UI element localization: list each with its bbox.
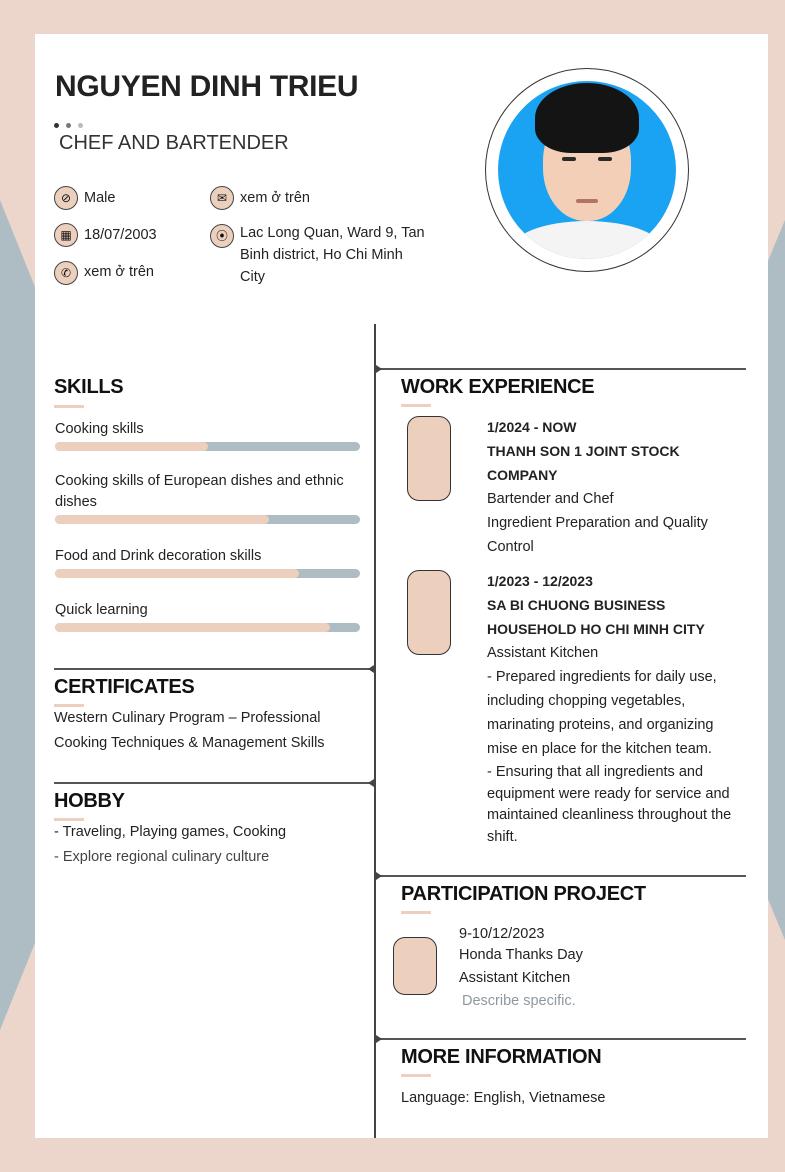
hobby-line: - Traveling, Playing games, Cooking: [54, 824, 287, 840]
job-company: SA BI CHUONG BUSINESS HOUSEHOLD HO CHI MINH CITY: [487, 597, 705, 637]
certificates-title: CERTIFICATES: [54, 676, 195, 698]
birthday-value: 18/07/2003: [84, 227, 157, 243]
candidate-name: NGUYEN DINH TRIEU: [55, 70, 359, 103]
job-position: Assistant Kitchen: [487, 645, 599, 661]
divider-arrow: [376, 1035, 382, 1043]
divider-arrow: [368, 665, 374, 673]
phone-icon: ✆: [54, 261, 78, 285]
cv-page: [35, 34, 768, 1138]
divider-arrow: [376, 872, 382, 880]
divider-projects: [380, 875, 746, 877]
job-description: - Ensuring that all ingredients and equipment were ready for service and maintained cleanliness throughout the shift.: [487, 764, 732, 845]
job-description: Ingredient Preparation and Quality Control: [487, 515, 708, 555]
profile-photo: [498, 81, 676, 259]
job-company: THANH SON 1 JOINT STOCK COMPANY: [487, 443, 680, 483]
skill-label: Cooking skills of European dishes and ethnic dishes: [55, 473, 344, 510]
candidate-role: CHEF AND BARTENDER: [59, 132, 289, 154]
language-info: Language: English, Vietnamese: [401, 1090, 606, 1106]
divider-hobby: [54, 782, 372, 784]
section-underline: [401, 911, 431, 914]
skills-title: SKILLS: [54, 376, 124, 398]
avatar: [485, 68, 689, 272]
column-divider: [374, 324, 376, 1138]
section-underline: [401, 1074, 431, 1077]
dot: [66, 123, 71, 128]
job-period: 1/2023 - 12/2023: [487, 573, 593, 589]
more-info-title: MORE INFORMATION: [401, 1046, 602, 1068]
divider-more: [380, 1038, 746, 1040]
timeline-marker: [393, 937, 437, 995]
divider-certificates: [54, 668, 372, 670]
email-icon: ✉: [210, 186, 234, 210]
gender-value: Male: [84, 190, 116, 206]
email-value: xem ở trên: [240, 190, 310, 206]
skill-label: Quick learning: [55, 602, 148, 618]
skill-bar: [55, 623, 360, 632]
divider-work: [380, 368, 746, 370]
hobby-line: - Explore regional culinary culture: [54, 849, 270, 865]
section-underline: [401, 404, 431, 407]
divider-arrow: [376, 365, 382, 373]
skill-label: Food and Drink decoration skills: [55, 548, 262, 564]
decorative-dots: [54, 115, 90, 133]
address-value: Lac Long Quan, Ward 9, Tan Binh district, Ho Chi Minh City: [240, 225, 425, 285]
calendar-icon: ▦: [54, 223, 78, 247]
dot: [54, 123, 59, 128]
project-description: Describe specific.: [462, 993, 576, 1009]
hobby-title: HOBBY: [54, 790, 125, 812]
dot: [78, 123, 83, 128]
divider-arrow: [368, 779, 374, 787]
skill-bar: [55, 515, 360, 524]
section-underline: [54, 405, 84, 408]
projects-title: PARTICIPATION PROJECT: [401, 883, 646, 905]
project-period: 9-10/12/2023: [459, 926, 545, 942]
timeline-marker: [407, 416, 451, 501]
phone-value: xem ở trên: [84, 264, 154, 280]
project-name: Honda Thanks Day: [459, 947, 583, 963]
gender-icon: ⊘: [54, 186, 78, 210]
location-icon: ⦿: [210, 224, 234, 248]
work-title: WORK EXPERIENCE: [401, 376, 595, 398]
skill-bar: [55, 442, 360, 451]
skill-bar: [55, 569, 360, 578]
skill-label: Cooking skills: [55, 421, 144, 437]
certificate-text: Western Culinary Program – Professional Cooking Techniques & Management Skills: [54, 710, 325, 751]
project-role: Assistant Kitchen: [459, 970, 571, 986]
job-position: Bartender and Chef: [487, 491, 614, 507]
job-period: 1/2024 - NOW: [487, 419, 577, 435]
timeline-marker: [407, 570, 451, 655]
job-description: - Prepared ingredients for daily use, including chopping vegetables, marinating proteins, and organizing mise en place for the kitchen team.: [487, 669, 717, 757]
